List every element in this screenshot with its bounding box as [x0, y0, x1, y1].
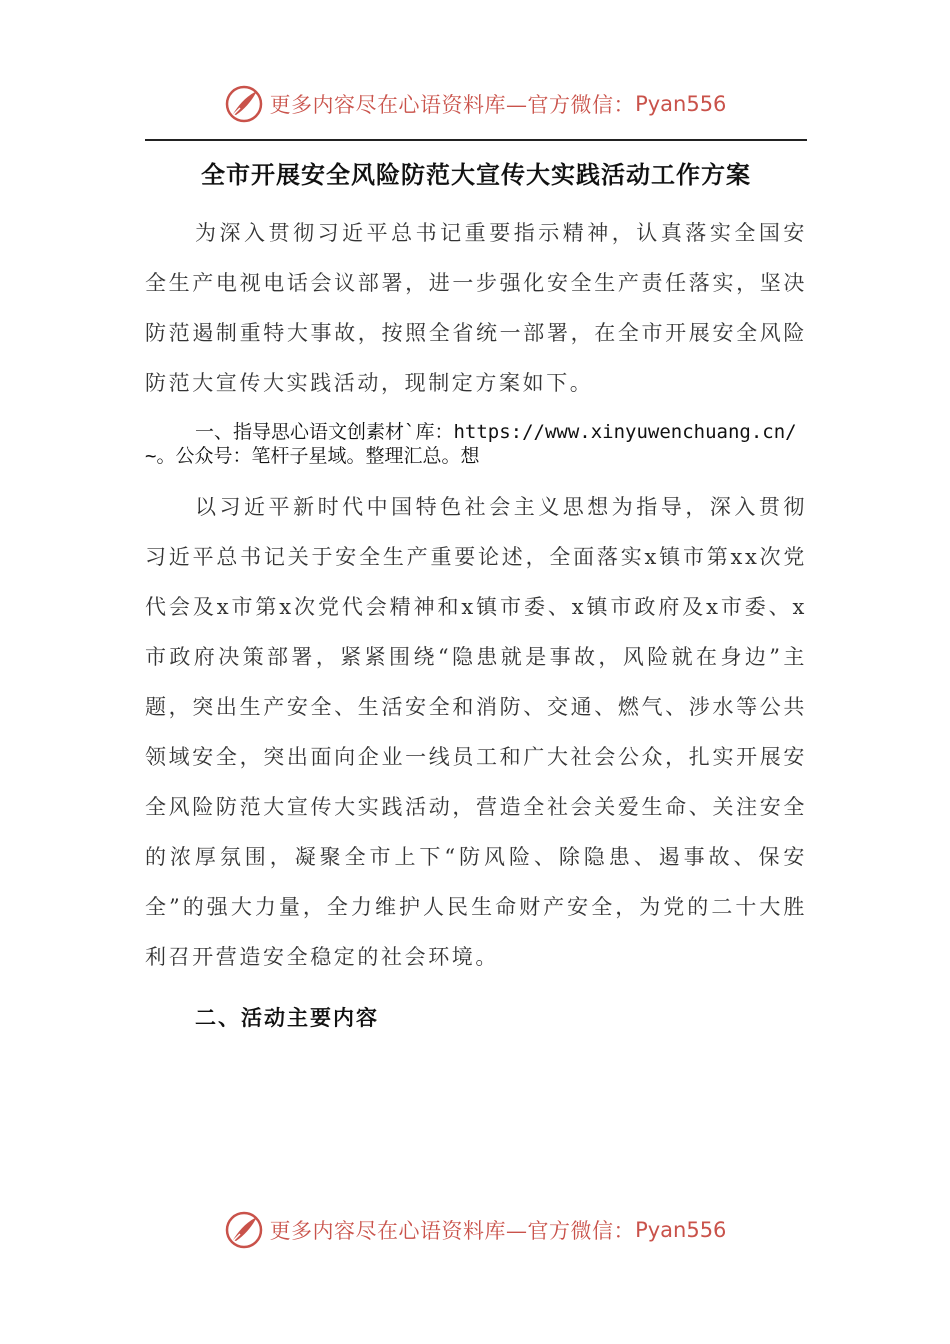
intro-paragraph: 为深入贯彻习近平总书记重要指示精神，认真落实全国安全生产电视电话会议部署，进一步强化安全生产责任落实，坚决防范遏制重特大事故，按照全省统一部署，在全市开展安全风险防范大宣传大实践活动，现制定方案如下。 — [145, 221, 807, 395]
quill-pen-logo-icon — [224, 84, 264, 124]
header-watermark-banner — [0, 82, 950, 126]
header-divider — [145, 139, 807, 141]
section-2-heading: 二、活动主要内容 — [195, 1006, 379, 1030]
footer-watermark-banner — [0, 1208, 950, 1252]
section-1-body: 以习近平新时代中国特色社会主义思想为指导，深入贯彻习近平总书记关于安全生产重要论述，全面落实x镇市第xx次党代会及x市第x次党代会精神和x镇市委、x镇市政府及x市委、x市政府决策部署，紧紧围绕“隐患就是事故，风险就在身边”主题，突出生产安全、生活安全和消防、交通、燃气、涉水等公共领域安全，突出面向企业一线员工和广大社会公众，扎实开展安全风险防范大宣传大实践活动，营造全社会关爱生命、关注安全的浓厚氛围，凝聚全市上下“防风险、除隐患、遏事故、保安全”的强大力量，全力维护人民生命财产安全，为党的二十大胜利召开营造安全稳定的社会环境。 — [145, 495, 807, 969]
banner-wechat-id: Pyan556 — [635, 1218, 727, 1242]
banner-wechat-id: Pyan556 — [635, 92, 727, 116]
banner-text: 更多内容尽在心语资料库—官方微信： — [269, 1219, 636, 1243]
quill-pen-logo-icon — [224, 1210, 264, 1250]
section-1-heading: 一、指导思心语文创素材`库：https://www.xinyuwenchuang.cn/~。公众号：笔杆子星域。整理汇总。想 — [145, 421, 797, 467]
banner-text: 更多内容尽在心语资料库—官方微信： — [269, 93, 636, 117]
document-title: 全市开展安全风险防范大宣传大实践活动工作方案 — [201, 161, 751, 189]
